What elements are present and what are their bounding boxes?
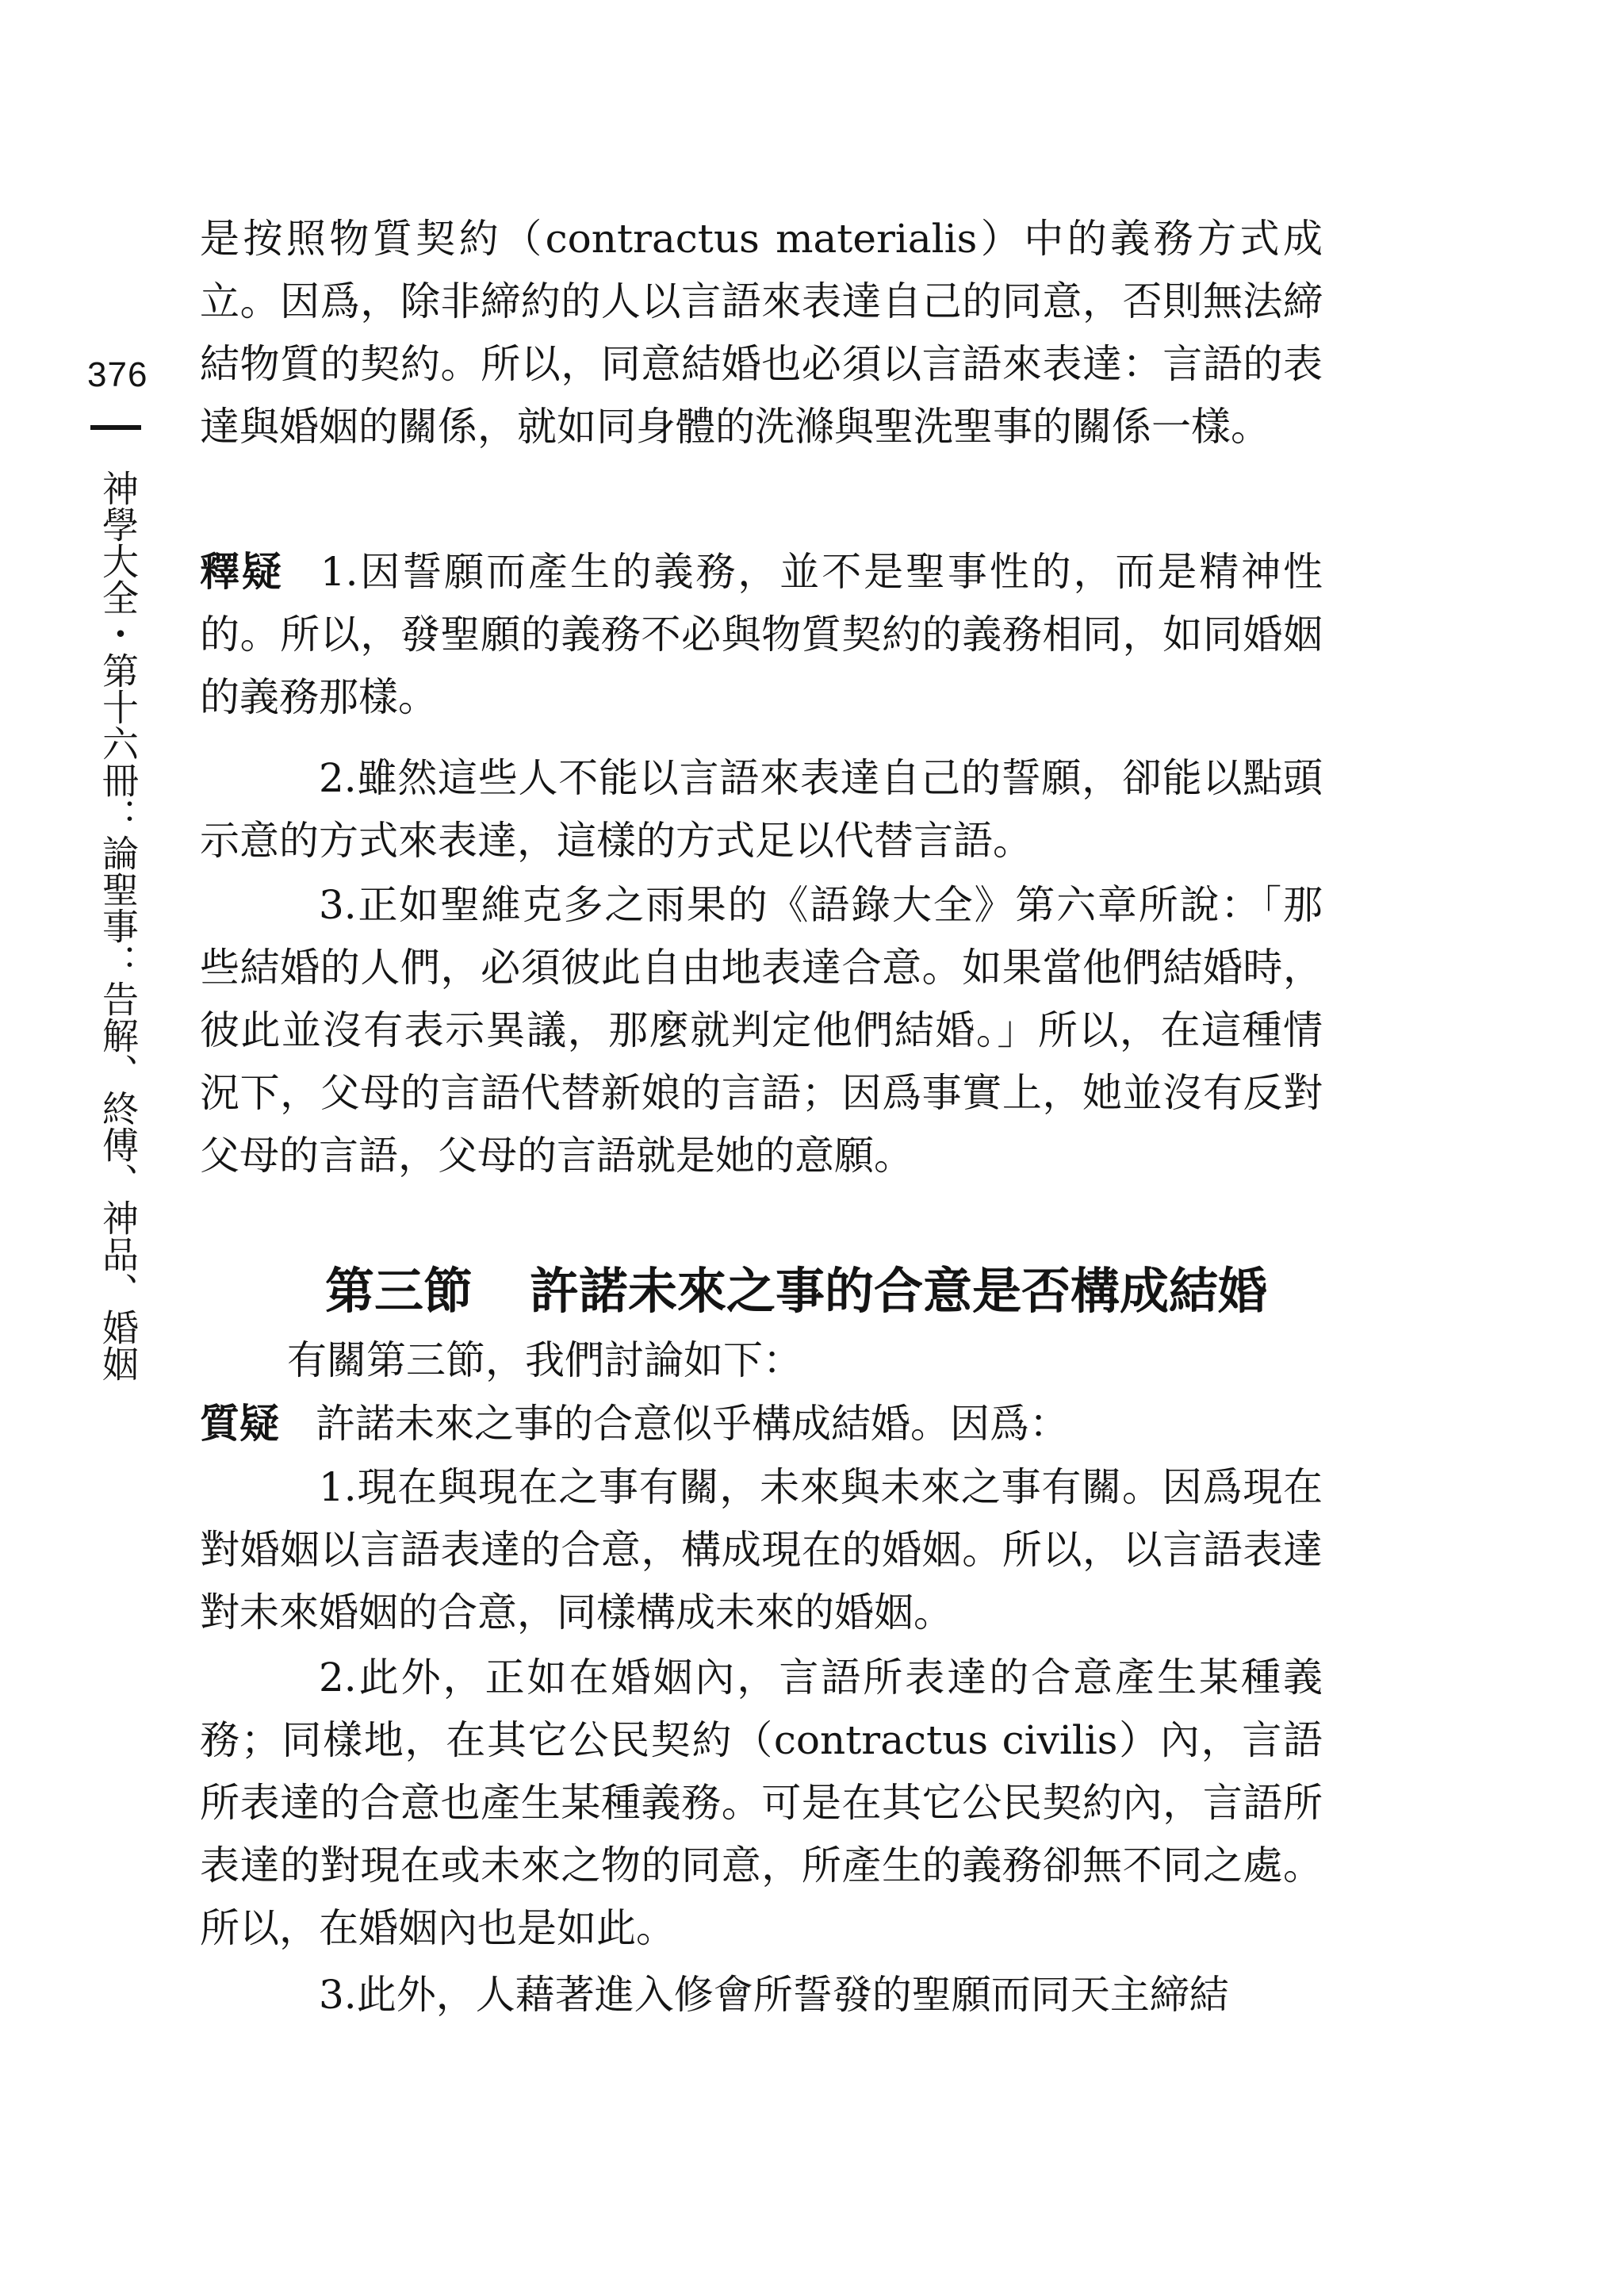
page-number: 376 xyxy=(87,355,148,394)
section-heading xyxy=(325,1260,1356,1323)
objection-1-paragraph: 1.現在與現在之事有關，未來與未來之事有關。因爲現在對婚姻以言語表達的合意，構成現在的婚姻。所以，以言語表達對未來婚姻的合意，同樣構成未來的婚姻。 xyxy=(200,1464,1323,1635)
margin-rule xyxy=(90,425,141,430)
reply-2-paragraph: 2.雖然這些人不能以言語來表達自己的誓願，卻能以點頭示意的方式來表達，這樣的方式足以代替言語。 xyxy=(200,755,1323,864)
section-intro: 有關第三節，我們討論如下： xyxy=(287,1337,802,1383)
running-title: 神學大全・第十六冊：論聖事：告解、終傅、神品、婚姻 xyxy=(97,470,140,1382)
objection-intro-paragraph xyxy=(200,1393,1323,1455)
section-title: 許諾未來之事的合意是否構成結婚 xyxy=(530,1262,1268,1320)
objection-label: 質疑 xyxy=(200,1401,279,1447)
objection-3-paragraph: 3.此外，人藉著進入修會所誓發的聖願而同天主締結 xyxy=(319,1972,1229,2018)
reply-1-text: 1.因誓願而產生的義務，並不是聖事性的，而是精神性的。所以，發聖願的義務不必與物質契約的義務相同，如同婚姻的義務那樣。 xyxy=(200,549,1323,720)
reply-label: 釋疑 xyxy=(200,549,284,595)
objection-2-paragraph: 2.此外，正如在婚姻內，言語所表達的合意產生某種義務；同樣地，在其它公民契約（contractus civilis）內，言語所表達的合意也產生某種義務。可是在其它公民契約內，言語所表達的對現在或未來之物的同意，所產生的義務卻無不同之處。所以，在婚姻內也是如此。 xyxy=(200,1655,1323,1951)
section-number: 第三節 xyxy=(325,1262,473,1320)
reply-3-paragraph: 3.正如聖維克多之雨果的《語錄大全》第六章所說：「那些結婚的人們，必須彼此自由地表達合意。如果當他們結婚時，彼此並沒有表示異議，那麼就判定他們結婚。」所以，在這種情況下，父母的言語代替新娘的言語；因爲事實上，她並沒有反對父母的言語，父母的言語就是她的意願。 xyxy=(200,882,1323,1179)
reply-1-paragraph xyxy=(200,541,1323,729)
paragraph-1: 是按照物質契約（contractus materialis）中的義務方式成立。因爲，除非締約的人以言語來表達自己的同意，否則無法締結物質的契約。所以，同意結婚也必須以言語來表達：言語的表達與婚姻的關係，就如同身體的洗滌與聖洗聖事的關係一樣。 xyxy=(200,216,1323,450)
objection-intro-text: 許諾未來之事的合意似乎構成結婚。因爲： xyxy=(316,1401,1069,1447)
